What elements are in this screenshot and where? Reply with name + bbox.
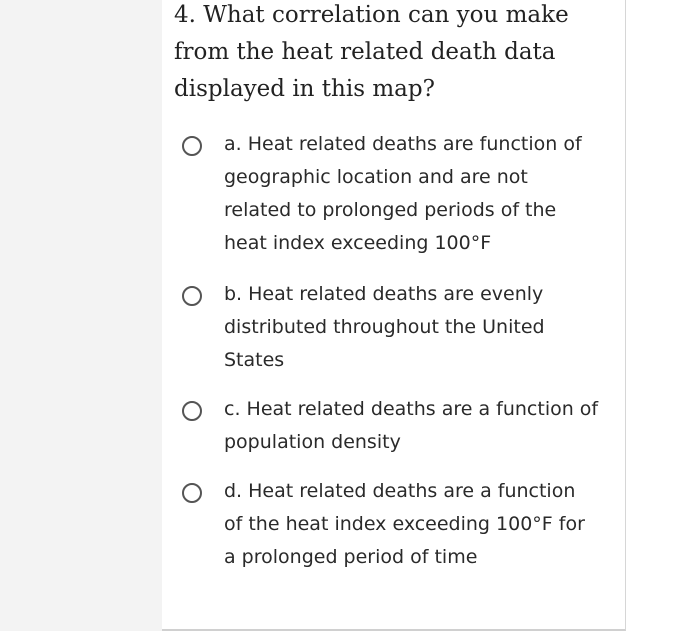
radio-option-c[interactable] — [182, 401, 202, 421]
question-text: 4. What correlation can you make from the heat related death data displayed in this map? — [174, 2, 569, 102]
option-c-label: c. Heat related deaths are a function of population density — [224, 398, 599, 453]
option-c[interactable] — [182, 393, 622, 459]
option-b-label: b. Heat related deaths are evenly distributed throughout the United States — [224, 283, 545, 371]
question-card — [162, 0, 626, 631]
radio-option-d[interactable] — [182, 483, 202, 503]
radio-option-a[interactable] — [182, 136, 202, 156]
left-gutter — [0, 0, 162, 631]
option-d-label: d. Heat related deaths are a function of the heat index exceeding 100°F for a prolonged period of time — [224, 480, 585, 568]
option-a[interactable] — [182, 128, 622, 260]
option-a-label: a. Heat related deaths are function of geographic location and are not related to prolonged periods of the heat index exceeding 100°F — [224, 133, 582, 254]
option-d[interactable] — [182, 475, 622, 574]
right-gutter — [626, 0, 700, 631]
radio-option-b[interactable] — [182, 286, 202, 306]
option-b[interactable] — [182, 278, 622, 377]
